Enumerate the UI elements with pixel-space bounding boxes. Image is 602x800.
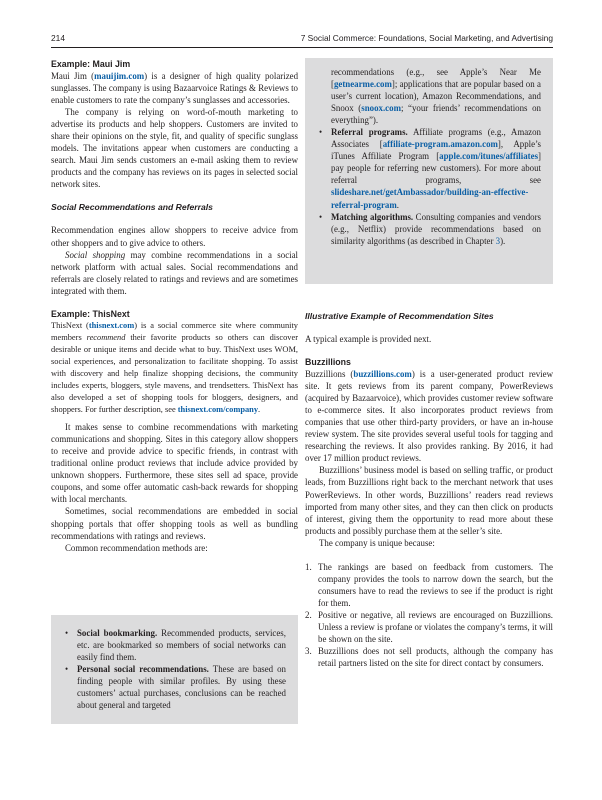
list-item: 3. Buzzillions does not sell products, although the company has retail partners listed on the site for direct contact by consumers.: [305, 646, 553, 669]
amazon-affiliate-link[interactable]: affiliate-program.amazon.com: [382, 139, 498, 150]
recommendation-methods-box-right: [305, 58, 553, 284]
buzzillions-title: Buzzillions: [305, 357, 351, 368]
buzzillions-reasons-list: [305, 561, 553, 669]
buzzillions-paragraph-1: Buzzillions (buzzillions.com) is a user-generated product review site. It gets reviews from its parent company, PowerReviews (acquired by Bazaarvoice), which provides customer review software to e-commerce sites. It also incorporates product reviews from companies that use other third-party providers, or have an in-house review system. The site provides several useful tools for tagging and researching the reviews. It also provides ranking. By 2016, it had over 17 million product reviews.: [305, 369, 553, 464]
left-column: [51, 58, 298, 554]
section-heading-illustrative: Illustrative Example of Recommendation Sites: [305, 311, 494, 321]
thisnext-paragraph-4: Common recommendation methods are:: [65, 542, 208, 553]
buzzillions-paragraph-3: The company is unique because:: [319, 537, 435, 548]
getnearme-link[interactable]: getnearme.com: [333, 79, 392, 90]
example-thisnext-title: Example: ThisNext: [51, 308, 130, 319]
buzzillions-paragraph-2: Buzzillions’ business model is based on selling traffic, or product leads, from Buzzillions right back to the merchant network that uses PowerReviews. In other words, Buzzillions’ readers read reviews imported from many other sites, and they can then click on products of interest, giving them the opportunity to read more about these products and possibly purchase them at the seller’s site.: [305, 465, 553, 536]
running-title: 7 Social Commerce: Foundations, Social Marketing, and Advertising: [300, 33, 553, 43]
snoox-link[interactable]: snoox.com: [361, 103, 401, 114]
slideshare-link[interactable]: slideshare.net/getAmbassador/building-an-effective-referral-program: [331, 187, 529, 210]
recommendation-methods-box-left: [51, 615, 298, 724]
list-item: • Referral programs. Affiliate programs (e.g., Amazon Associates [affiliate-program.amazon.com], Apple’s iTunes Affiliate Program [apple.com/itunes/affiliates] pay people for referring new customers). For more about referral programs, see slideshare.net/getAmbassador/building-an-effective-referral-program.: [319, 127, 541, 210]
list-item: 1. The rankings are based on feedback from customers. The company provides the tools to narrow down the search, but the consumers have to read the reviews to see if the product is right for them.: [305, 561, 553, 608]
section-heading-social-recommendations: Social Recommendations and Referrals: [51, 202, 213, 213]
thisnext-paragraph-2: It makes sense to combine recommendations with marketing communications and shopping. Sites in this category allow shoppers to receive and provide advice to specific friends, in contrast with traditional online product reviews that include advice provided by unknown shoppers. Furthermore, these sites sell ad space, provide coupons, and some offer automatic cash-back rewards for shopping with local merchants.: [51, 422, 298, 505]
buzzillions-link[interactable]: buzzillions.com: [353, 369, 412, 380]
social-rec-paragraph-2: Social shopping may combine recommendations in a social network platform with actual sales. Social recommendations and referrals are closely related to ratings and reviews and are sometimes integrated with them.: [51, 249, 298, 296]
thisnext-paragraph-3: Sometimes, social recommendations are embedded in social shopping portals that offer shopping tools as well as bundling recommendations with ratings and reviews.: [51, 506, 298, 541]
running-header: [51, 33, 553, 47]
illustrative-paragraph: A typical example is provided next.: [305, 334, 432, 344]
box-continuation-text: recommendations (e.g., see Apple’s Near Me [getnearme.com]; applications that are popular based on a user’s current location), Amazon Recommendations, and Snoox (snoox.com; “your friends’ recommendations on everything”).: [331, 67, 541, 126]
page-number: 214: [51, 33, 65, 43]
list-item: • Personal social recommendations. These are based on finding people with similar profiles. By using these customers’ actual purchases, conclusions can be reached about general and targeted: [65, 664, 286, 711]
social-rec-paragraph-1: Recommendation engines allow shoppers to receive advice from other shoppers and to give advice to others.: [51, 225, 298, 248]
thisnext-company-link[interactable]: thisnext.com/company: [177, 405, 259, 415]
itunes-affiliate-link[interactable]: apple.com/itunes/affiliates: [439, 151, 539, 162]
thisnext-link[interactable]: thisnext.com: [88, 320, 135, 330]
chapter-link[interactable]: 3: [495, 235, 501, 246]
mauijim-link[interactable]: mauijim.com: [94, 71, 145, 81]
mauijim-paragraph-1: Maui Jim (mauijim.com) is a designer of high quality polarized sunglasses. The company is using Bazaarvoice Ratings & Reviews to enable customers to rate the company’s sunglasses and accessories.: [51, 71, 299, 106]
list-item: • Matching algorithms. Consulting companies and vendors (e.g., Netflix) provide recommendations based on similarity algorithms (as described in Chapter 3).: [319, 211, 542, 246]
right-column: [305, 310, 553, 669]
mauijim-paragraph-2: The company is relying on word-of-mouth marketing to advertise its products and help shoppers. Customers are invited to share their opinions on the style, fit, and quality of specific sunglass models. The invitations appear when customers are conducting a search. Maui Jim sends customers an e-mail asking them to review products and the company has reviews on its pages in selected social network sites.: [51, 107, 298, 190]
header-rule: [51, 47, 553, 48]
example-mauijim-title: Example: Maui Jim: [51, 59, 131, 69]
list-item: • Social bookmarking. Recommended products, services, etc. are bookmarked so members of social networks can easily find them.: [65, 628, 286, 663]
thisnext-paragraph-1: ThisNext (thisnext.com) is a social commerce site where community members recommend their favorite products so others can discover desirable or unique items and decide what to buy. ThisNext uses WOM, social experiences, and personalization to facilitate shopping. To assist with discovery and help finalize shopping decisions, the community includes experts, bloggers, style mavens, and trendsetters. ThisNext has also developed a set of shopping tools for bloggers, designers, and shoppers. For further description, see thisnext.com/company.: [51, 320, 298, 415]
list-item: 2. Positive or negative, all reviews are encouraged on Buzzillions. Unless a review is profane or violates the company’s terms, it will be shown on the site.: [305, 609, 553, 645]
